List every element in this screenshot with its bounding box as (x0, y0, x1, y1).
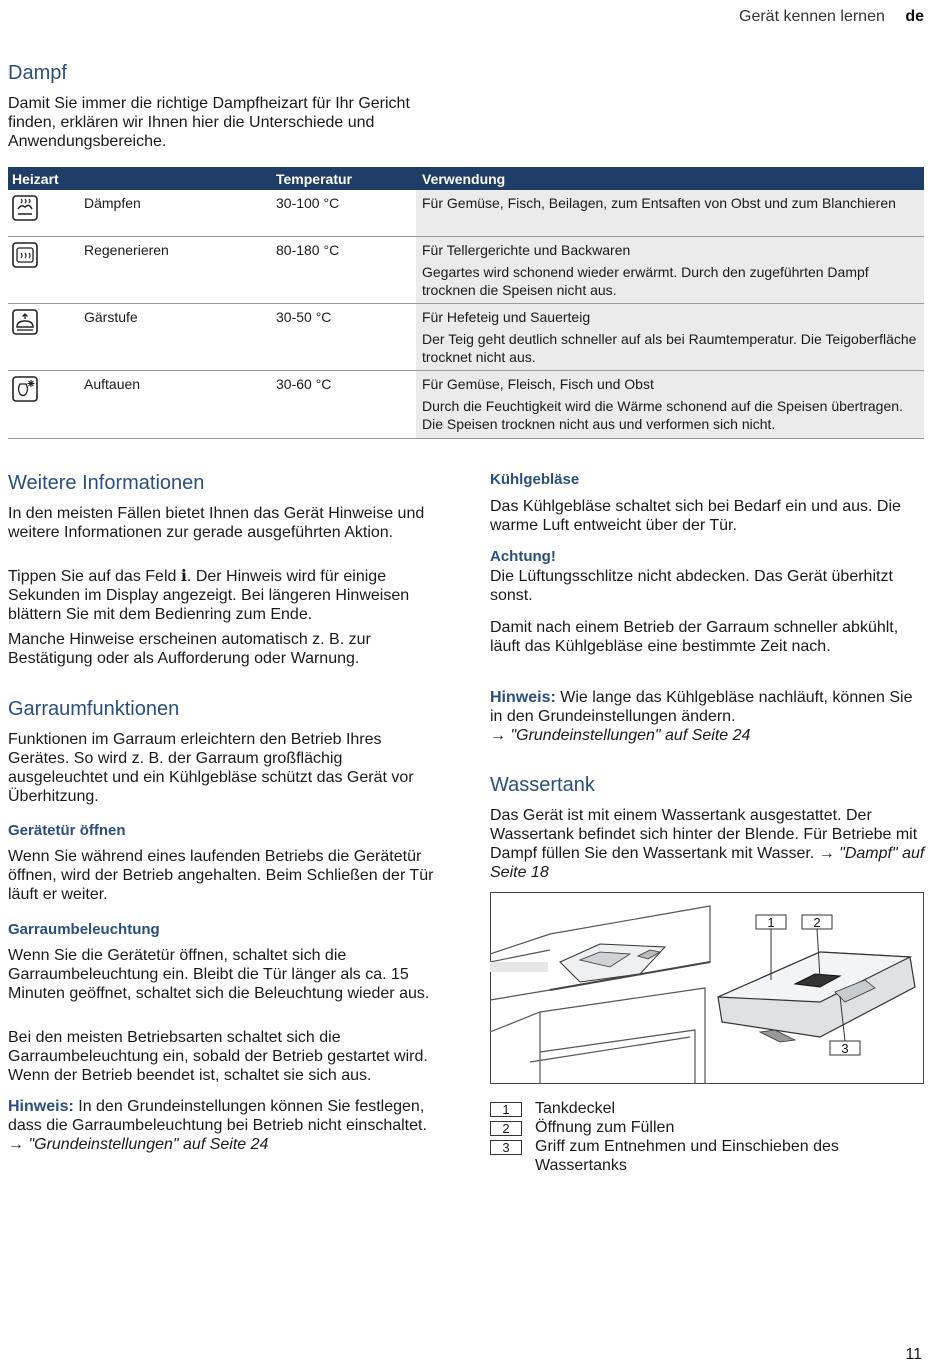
row-name: Gärstufe (76, 304, 270, 370)
row-use (416, 237, 924, 303)
header-verwendung: Verwendung (422, 170, 506, 187)
steam-icon (8, 190, 76, 236)
row-name: Auftauen (76, 371, 270, 438)
callout-3: 3 (841, 1041, 849, 1056)
garraum-heading: Garraumfunktionen (8, 698, 180, 720)
wassertank-p1 (490, 806, 925, 882)
weitere-p1: In den meisten Fällen bietet Ihnen das Gerät Hinweise und weitere Informationen zur gerade ausgeführten Aktion. (8, 505, 425, 541)
callout-1: 1 (767, 915, 775, 930)
hinweis-text: In den Grundeinstellungen können Sie festlegen, dass die Garraumbeleuchtung bei Betrieb nicht einschaltet. (8, 1098, 427, 1134)
section-title: Gerät kennen lernen (739, 8, 885, 25)
row-name: Regenerieren (76, 237, 270, 303)
beleuchtung-hinweis (8, 1097, 438, 1154)
legend-number: 1 (490, 1102, 522, 1117)
row-temp: 30-60 °C (270, 371, 416, 438)
achtung-text: Die Lüftungsschlitze nicht abdecken. Das Gerät überhitzt sonst. (490, 568, 893, 604)
proofing-icon (8, 304, 76, 370)
dampf-link[interactable]: "Dampf" auf Seite 18 (490, 845, 925, 881)
header-temperatur: Temperatur (276, 170, 352, 187)
beleuchtung-p1: Wenn Sie die Gerätetür öffnen, schaltet sich die Garraumbeleuchtung ein. Bleibt die Tür länger als ca. 15 Minuten geöffnet, schaltet sich die Beleuchtung wieder aus. (8, 947, 430, 1002)
grundeinstellungen-link[interactable]: "Grundeinstellungen" auf Seite 24 (24, 1136, 269, 1153)
row-use-note: Der Teig geht deutlich schneller auf als bei Raumtemperatur. Die Teigoberfläche trocknet nicht aus. (422, 331, 917, 365)
table-row (8, 304, 924, 371)
arrow-icon: → (8, 1136, 24, 1153)
legend-number: 2 (490, 1121, 522, 1136)
table-row (8, 190, 924, 237)
achtung-heading: Achtung! (490, 548, 556, 565)
row-temp: 80-180 °C (270, 237, 416, 303)
arrow-icon: → (490, 727, 506, 744)
wassertank-heading: Wassertank (490, 774, 595, 796)
kuehl-heading: Kühlgebläse (490, 471, 580, 488)
page-header (739, 8, 924, 26)
language-code: de (905, 8, 924, 25)
callout-2: 2 (813, 915, 821, 930)
row-use (416, 371, 924, 438)
garraum-p1: Funktionen im Garraum erleichtern den Betrieb Ihres Gerätes. So wird z. B. der Garraum großflächig ausgeleuchtet und ein Kühlgebläse schützt das Gerät vor Überhitzung. (8, 731, 414, 805)
table-row (8, 237, 924, 304)
kuehl-p1: Das Kühlgebläse schaltet sich bei Bedarf ein und aus. Die warme Luft entweicht über der Tür. (490, 498, 901, 534)
row-use-main: Für Gemüse, Fisch, Beilagen, zum Entsaften von Obst und zum Blanchieren (422, 195, 896, 211)
tuer-text: Wenn Sie während eines laufenden Betriebs die Gerätetür öffnen, wird der Betrieb angehalten. Beim Schließen der Tür läuft er weiter. (8, 848, 434, 903)
defrost-icon (8, 371, 76, 438)
water-tank-diagram (490, 892, 924, 1084)
hinweis-text: Wie lange das Kühlgebläse nachläuft, können Sie in den Grundeinstellungen ändern. (490, 689, 913, 725)
weitere-heading: Weitere Informationen (8, 472, 205, 494)
reheat-icon (8, 237, 76, 303)
table-header (8, 167, 924, 190)
row-use-main: Für Gemüse, Fleisch, Fisch und Obst (422, 376, 654, 392)
legend-item (490, 1137, 920, 1175)
legend-item (490, 1118, 920, 1137)
wassertank-illustration (490, 892, 924, 1084)
legend-text: Tankdeckel (535, 1100, 616, 1117)
steam-modes-table (8, 167, 924, 439)
row-temp: 30-100 °C (270, 190, 416, 236)
legend-text: Öffnung zum Füllen (535, 1119, 675, 1136)
kuehl-hinweis (490, 688, 925, 745)
wassertank-text: Das Gerät ist mit einem Wassertank ausgestattet. Der Wassertank befindet sich hinter der Blende. Für Betriebe mit Dampf füllen Sie den Wassertank mit Wasser. (490, 807, 918, 862)
table-row (8, 371, 924, 439)
info-icon: ℹ (180, 568, 187, 585)
row-temp: 30-50 °C (270, 304, 416, 370)
weitere-p3: Manche Hinweise erscheinen automatisch z. B. zur Bestätigung oder als Aufforderung oder Warnung. (8, 631, 371, 667)
dampf-intro: Damit Sie immer die richtige Dampfheizart für Ihr Gericht finden, erklären wir Ihnen hier die Unterschiede und Anwendungsbereiche. (8, 95, 410, 150)
hinweis-label: Hinweis: (8, 1098, 74, 1115)
legend-item (490, 1099, 920, 1118)
tuer-heading: Gerätetür öffnen (8, 822, 126, 839)
row-use-note: Durch die Feuchtigkeit wird die Wärme schonend auf die Speisen übertragen. Die Speisen trocknen nicht aus und verformen sich nicht. (422, 398, 903, 432)
hinweis-label: Hinweis: (490, 689, 556, 706)
weitere-p2-text: . Der Hinweis wird für einige Sekunden im Display angezeigt. Bei längeren Hinweisen blättern Sie mit dem Bedienring zum Ende. (8, 568, 410, 623)
row-use-main: Für Tellergerichte und Backwaren (422, 242, 631, 258)
row-use-note: Gegartes wird schonend wieder erwärmt. Durch den zugeführten Dampf trocknen die Speisen nicht aus. (422, 264, 869, 298)
row-use (416, 304, 924, 370)
page-number: 11 (905, 1346, 922, 1363)
illustration-legend (490, 1099, 920, 1175)
arrow-icon: → (818, 845, 835, 862)
weitere-p2-text: Tippen Sie auf das Feld (8, 568, 181, 585)
row-name: Dämpfen (76, 190, 270, 236)
row-use-main: Für Hefeteig und Sauerteig (422, 309, 591, 325)
row-use (416, 190, 924, 236)
beleuchtung-heading: Garraumbeleuchtung (8, 921, 160, 938)
legend-text: Griff zum Entnehmen und Einschieben des Wassertanks (535, 1138, 839, 1174)
dampf-heading: Dampf (8, 62, 67, 84)
beleuchtung-p2: Bei den meisten Betriebsarten schaltet sich die Garraumbeleuchtung ein, sobald der Betrieb gestartet wird. Wenn der Betrieb beendet ist, schaltet sie sich aus. (8, 1029, 428, 1084)
header-heizart: Heizart (12, 170, 59, 187)
weitere-p2 (8, 567, 438, 624)
grundeinstellungen-link[interactable]: "Grundeinstellungen" auf Seite 24 (506, 727, 751, 744)
kuehl-p2: Damit nach einem Betrieb der Garraum schneller abkühlt, läuft das Kühlgebläse eine bestimmte Zeit nach. (490, 619, 899, 655)
legend-number: 3 (490, 1140, 522, 1155)
